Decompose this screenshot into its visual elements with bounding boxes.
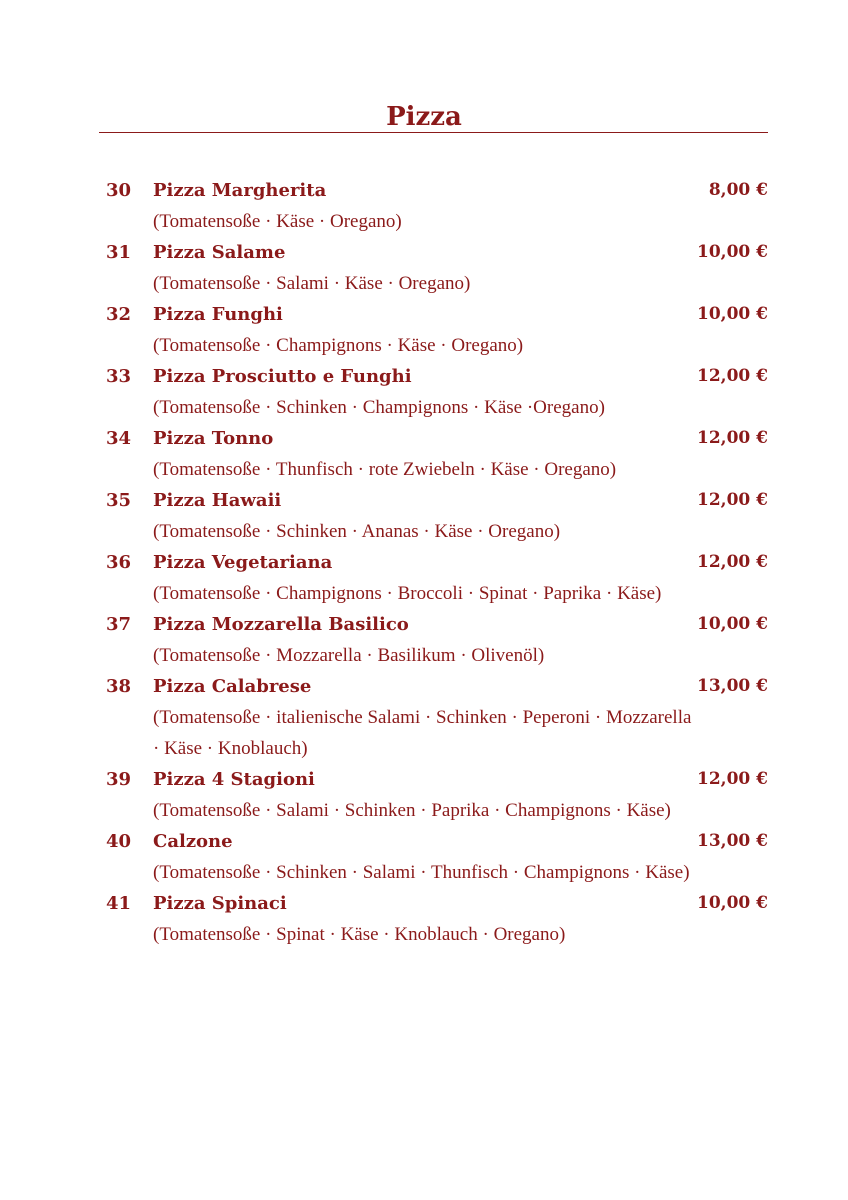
item-description: (Tomatensoße · Schinken · Champignons · Käse ·Oregano): [153, 397, 605, 418]
item-name: Pizza Mozzarella Basilico: [153, 614, 409, 635]
item-price: 12,00 €: [697, 552, 768, 572]
item-number: 39: [106, 769, 132, 790]
menu-item: [0, 888, 848, 950]
menu-item: [0, 299, 848, 361]
item-price: 12,00 €: [697, 428, 768, 448]
item-description: (Tomatensoße · Schinken · Ananas · Käse · Oregano): [153, 521, 561, 542]
item-number: 36: [106, 552, 132, 573]
item-number: 37: [106, 614, 132, 635]
menu-item: [0, 609, 848, 671]
item-price: 12,00 €: [697, 490, 768, 510]
item-number: 33: [106, 366, 132, 387]
menu-list: [0, 175, 848, 950]
item-price: 10,00 €: [697, 242, 768, 262]
item-name: Pizza Tonno: [153, 428, 274, 449]
item-price: 10,00 €: [697, 304, 768, 324]
menu-item: [0, 175, 848, 237]
title-underline: [99, 132, 768, 133]
item-description: (Tomatensoße · italienische Salami · Schinken · Peperoni · Mozzarella · Käse · Knoblauch): [153, 707, 692, 759]
item-price: 12,00 €: [697, 769, 768, 789]
item-name: Pizza Margherita: [153, 180, 327, 201]
item-name: Pizza Vegetariana: [153, 552, 333, 573]
item-number: 38: [106, 676, 132, 697]
item-name: Pizza Calabrese: [153, 676, 312, 697]
item-price: 10,00 €: [697, 893, 768, 913]
item-price: 12,00 €: [697, 366, 768, 386]
item-description: (Tomatensoße · Käse · Oregano): [153, 211, 402, 232]
menu-item: [0, 361, 848, 423]
item-description: (Tomatensoße · Spinat · Käse · Knoblauch · Oregano): [153, 924, 566, 945]
menu-item: [0, 671, 848, 764]
item-price: 8,00 €: [708, 180, 768, 200]
item-number: 34: [106, 428, 132, 449]
item-description: (Tomatensoße · Mozzarella · Basilikum · Olivenöl): [153, 645, 545, 666]
menu-item: [0, 237, 848, 299]
item-description: (Tomatensoße · Champignons · Broccoli · Spinat · Paprika · Käse): [153, 583, 662, 604]
item-name: Pizza Spinaci: [153, 893, 287, 914]
item-name: Pizza Prosciutto e Funghi: [153, 366, 412, 387]
item-description: (Tomatensoße · Schinken · Salami · Thunfisch · Champignons · Käse): [153, 862, 690, 883]
item-description: (Tomatensoße · Champignons · Käse · Oregano): [153, 335, 524, 356]
item-name: Pizza Salame: [153, 242, 286, 263]
item-name: Pizza Hawaii: [153, 490, 282, 511]
item-name: Pizza Funghi: [153, 304, 283, 325]
item-description: (Tomatensoße · Salami · Käse · Oregano): [153, 273, 471, 294]
page-title: Pizza: [386, 102, 462, 132]
item-number: 41: [106, 893, 132, 914]
item-price: 10,00 €: [697, 614, 768, 634]
item-name: Calzone: [153, 831, 233, 852]
item-number: 32: [106, 304, 132, 325]
item-number: 30: [106, 180, 132, 201]
menu-item: [0, 485, 848, 547]
item-number: 35: [106, 490, 132, 511]
menu-item: [0, 423, 848, 485]
item-number: 31: [106, 242, 132, 263]
item-name: Pizza 4 Stagioni: [153, 769, 315, 790]
menu-item: [0, 826, 848, 888]
menu-item: [0, 547, 848, 609]
item-price: 13,00 €: [697, 831, 768, 851]
item-price: 13,00 €: [697, 676, 768, 696]
item-number: 40: [106, 831, 132, 852]
item-description: (Tomatensoße · Salami · Schinken · Paprika · Champignons · Käse): [153, 800, 671, 821]
menu-item: [0, 764, 848, 826]
item-description: (Tomatensoße · Thunfisch · rote Zwiebeln · Käse · Oregano): [153, 459, 617, 480]
